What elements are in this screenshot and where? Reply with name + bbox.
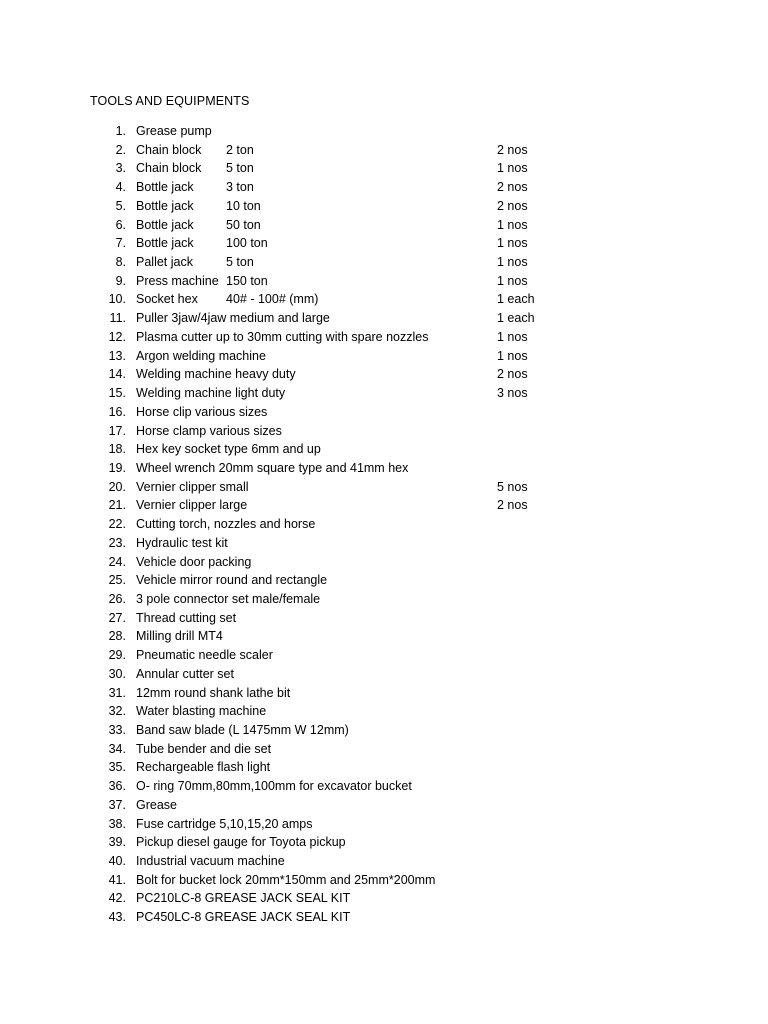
item-name: Bolt for bucket lock 20mm*150mm and 25mm*200mm — [136, 872, 436, 887]
item-number: 9. — [115, 273, 126, 288]
item-number: 3. — [115, 161, 126, 176]
item-capacity: 100 ton — [226, 236, 268, 251]
item-capacity: 3 ton — [226, 180, 254, 195]
item-number: 8. — [115, 255, 126, 270]
item-name: Chain block — [136, 161, 202, 176]
item-name: Cutting torch, nozzles and horse — [136, 517, 316, 532]
list-item — [0, 609, 768, 628]
item-name: Vehicle door packing — [136, 554, 252, 569]
item-name: O- ring 70mm,80mm,100mm for excavator bucket — [136, 779, 412, 794]
item-number: 25. — [108, 573, 126, 588]
item-name: Bottle jack — [136, 180, 194, 195]
item-name: Horse clamp various sizes — [136, 423, 282, 438]
item-number: 29. — [108, 648, 126, 663]
item-name: Grease pump — [136, 124, 212, 138]
item-quantity: 1 each — [497, 311, 535, 326]
item-name: Annular cutter set — [136, 666, 234, 681]
item-quantity: 1 nos — [497, 273, 528, 288]
item-number: 39. — [108, 835, 126, 850]
list-item — [0, 515, 768, 534]
item-name: Bottle jack — [136, 217, 194, 232]
item-number: 13. — [108, 348, 126, 363]
item-name: Press machine — [136, 273, 219, 288]
list-item — [0, 833, 768, 852]
item-name: Puller 3jaw/4jaw medium and large — [136, 311, 330, 326]
item-name: Band saw blade (L 1475mm W 12mm) — [136, 723, 349, 737]
list-item — [0, 159, 768, 178]
item-number: 22. — [108, 517, 126, 532]
item-number: 32. — [108, 704, 126, 719]
list-item — [0, 440, 768, 459]
item-number: 5. — [115, 198, 126, 213]
list-item — [0, 347, 768, 366]
item-capacity: 5 ton — [226, 161, 254, 176]
list-item — [0, 852, 768, 871]
item-name: Pneumatic needle scaler — [136, 648, 273, 663]
item-name: 3 pole connector set male/female — [136, 591, 321, 606]
item-name: Vehicle mirror round and rectangle — [136, 573, 328, 588]
list-item — [0, 253, 768, 272]
list-item — [0, 721, 768, 740]
item-name: PC210LC-8 GREASE JACK SEAL KIT — [136, 891, 351, 906]
item-quantity: 1 nos — [497, 329, 528, 344]
item-capacity: 10 ton — [226, 198, 261, 213]
item-name: Rechargeable flash light — [136, 760, 271, 775]
item-quantity: 5 nos — [497, 479, 528, 494]
item-name: Tube bender and die set — [136, 741, 272, 756]
item-capacity: 150 ton — [226, 273, 268, 288]
item-name: Pallet jack — [136, 255, 193, 270]
item-number: 42. — [108, 891, 126, 906]
equipment-list — [0, 122, 768, 927]
item-name: Hex key socket type 6mm and up — [136, 442, 321, 457]
list-item — [0, 496, 768, 515]
document-title: TOOLS AND EQUIPMENTS — [90, 94, 250, 108]
item-quantity: 2 nos — [497, 142, 528, 157]
item-number: 14. — [108, 367, 126, 382]
item-number: 18. — [108, 442, 126, 457]
item-number: 36. — [108, 779, 126, 794]
item-quantity: 2 nos — [497, 198, 528, 213]
item-name: Wheel wrench 20mm square type and 41mm hex — [136, 460, 409, 475]
list-item — [0, 309, 768, 328]
list-item — [0, 815, 768, 834]
list-item — [0, 141, 768, 160]
item-number: 11. — [109, 311, 126, 326]
item-name: Vernier clipper large — [136, 498, 248, 513]
list-item — [0, 684, 768, 703]
item-name: Chain block — [136, 142, 202, 157]
item-number: 24. — [108, 554, 126, 569]
item-name: Grease — [136, 797, 177, 812]
item-number: 40. — [108, 854, 126, 869]
list-item — [0, 290, 768, 309]
item-name: Industrial vacuum machine — [136, 854, 285, 869]
item-quantity: 1 each — [497, 292, 535, 307]
item-number: 33. — [108, 723, 126, 737]
item-number: 34. — [108, 741, 126, 756]
item-name: Hydraulic test kit — [136, 535, 228, 550]
list-item — [0, 871, 768, 890]
list-item — [0, 702, 768, 721]
item-name: Welding machine heavy duty — [136, 367, 296, 382]
item-name: 12mm round shank lathe bit — [136, 685, 291, 700]
list-item — [0, 908, 768, 927]
item-capacity: 40# - 100# (mm) — [226, 292, 319, 307]
list-item — [0, 178, 768, 197]
list-item — [0, 571, 768, 590]
item-number: 43. — [108, 910, 126, 925]
list-item — [0, 403, 768, 422]
item-name: Milling drill MT4 — [136, 629, 223, 644]
item-capacity: 5 ton — [226, 255, 254, 270]
item-number: 35. — [108, 760, 126, 775]
item-name: Plasma cutter up to 30mm cutting with spare nozzles — [136, 329, 429, 344]
item-quantity: 1 nos — [497, 161, 528, 176]
item-number: 41. — [108, 872, 126, 887]
item-number: 19. — [108, 460, 126, 475]
list-item — [0, 889, 768, 908]
list-item — [0, 272, 768, 291]
item-number: 26. — [108, 591, 126, 606]
item-name: Fuse cartridge 5,10,15,20 amps — [136, 816, 313, 831]
item-name: Water blasting machine — [136, 704, 267, 719]
item-quantity: 1 nos — [497, 236, 528, 251]
list-item — [0, 534, 768, 553]
list-item — [0, 777, 768, 796]
item-number: 12. — [108, 329, 126, 344]
item-number: 7. — [115, 236, 126, 251]
item-quantity: 2 nos — [497, 180, 528, 195]
item-name: PC450LC-8 GREASE JACK SEAL KIT — [136, 910, 351, 925]
list-item — [0, 590, 768, 609]
item-number: 6. — [115, 217, 126, 232]
list-item — [0, 627, 768, 646]
item-capacity: 2 ton — [226, 142, 254, 157]
item-number: 38. — [108, 816, 126, 831]
list-item — [0, 216, 768, 235]
list-item — [0, 459, 768, 478]
list-item — [0, 122, 768, 141]
item-number: 1. — [115, 124, 126, 138]
item-number: 4. — [115, 180, 126, 195]
item-number: 37. — [108, 797, 126, 812]
list-item — [0, 422, 768, 441]
item-quantity: 1 nos — [497, 348, 528, 363]
item-name: Vernier clipper small — [136, 479, 249, 494]
item-name: Pickup diesel gauge for Toyota pickup — [136, 835, 346, 850]
item-number: 28. — [108, 629, 126, 644]
list-item — [0, 365, 768, 384]
item-number: 21. — [108, 498, 126, 513]
item-quantity: 1 nos — [497, 217, 528, 232]
item-quantity: 2 nos — [497, 498, 528, 513]
list-item — [0, 665, 768, 684]
item-number: 10. — [108, 292, 126, 307]
item-number: 23. — [108, 535, 126, 550]
item-name: Bottle jack — [136, 236, 194, 251]
item-number: 17. — [108, 423, 126, 438]
item-number: 15. — [108, 386, 126, 401]
list-item — [0, 553, 768, 572]
item-quantity: 3 nos — [497, 386, 528, 401]
list-item — [0, 758, 768, 777]
item-name: Welding machine light duty — [136, 386, 286, 401]
list-item — [0, 328, 768, 347]
item-quantity: 2 nos — [497, 367, 528, 382]
item-number: 2. — [115, 142, 126, 157]
item-name: Socket hex — [136, 292, 198, 307]
list-item — [0, 234, 768, 253]
item-number: 16. — [108, 404, 126, 419]
item-name: Thread cutting set — [136, 610, 237, 625]
item-number: 30. — [108, 666, 126, 681]
list-item — [0, 796, 768, 815]
item-number: 27. — [108, 610, 126, 625]
item-name: Bottle jack — [136, 198, 194, 213]
list-item — [0, 384, 768, 403]
list-item — [0, 197, 768, 216]
list-item — [0, 478, 768, 497]
item-number: 31. — [108, 685, 126, 700]
item-quantity: 1 nos — [497, 255, 528, 270]
item-number: 20. — [108, 479, 126, 494]
item-name: Argon welding machine — [136, 348, 266, 363]
list-item — [0, 740, 768, 759]
item-capacity: 50 ton — [226, 217, 261, 232]
list-item — [0, 646, 768, 665]
item-name: Horse clip various sizes — [136, 404, 268, 419]
